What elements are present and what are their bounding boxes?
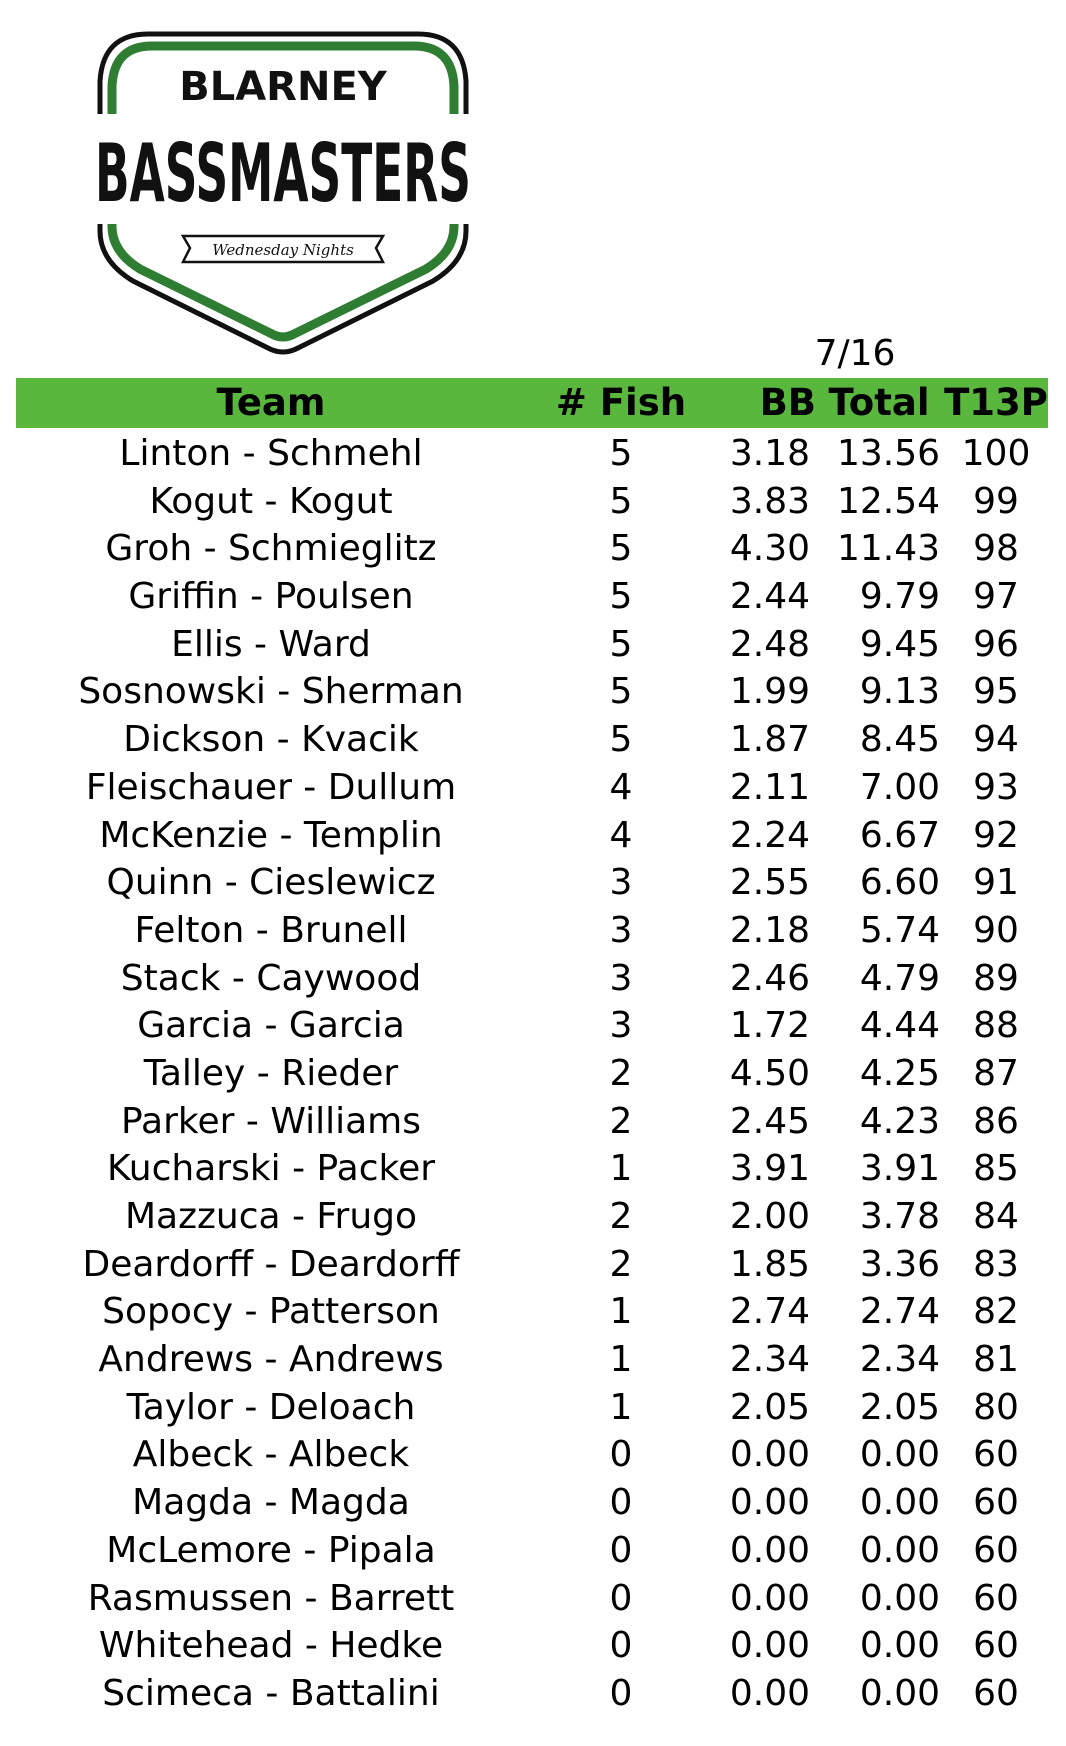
- bb-cell: 2.44: [729, 576, 810, 618]
- t13p-cell: 82: [973, 1291, 1019, 1333]
- fish-cell: 0: [609, 1529, 633, 1571]
- bb-cell: 2.34: [729, 1339, 810, 1381]
- table-row: [16, 859, 1048, 907]
- table-row: [16, 1145, 1048, 1193]
- t13p-cell: 98: [973, 528, 1019, 570]
- header-team: Team: [216, 381, 326, 424]
- table-row: [16, 1098, 1048, 1146]
- t13p-cell: 100: [961, 433, 1031, 474]
- fish-cell: 3: [609, 862, 633, 904]
- total-cell: 6.60: [859, 862, 940, 904]
- total-cell: 0.00: [859, 1529, 940, 1571]
- week-date: 7/16: [814, 333, 896, 374]
- bb-cell: 2.18: [729, 909, 810, 951]
- team-cell: Whitehead - Hedke: [98, 1625, 444, 1667]
- fish-cell: 3: [609, 957, 633, 999]
- table-header: [16, 378, 1048, 428]
- fish-cell: 5: [609, 433, 633, 474]
- total-cell: 4.44: [859, 1005, 940, 1047]
- bb-cell: 4.50: [729, 1052, 810, 1094]
- table-row: [16, 1622, 1048, 1670]
- team-cell: Groh - Schmieglitz: [105, 528, 437, 570]
- total-cell: 12.54: [836, 480, 940, 522]
- table-row: [16, 1002, 1048, 1050]
- fish-cell: 0: [609, 1672, 633, 1714]
- logo-line1: BLARNEY: [179, 64, 387, 110]
- team-cell: Griffin - Poulsen: [128, 576, 414, 618]
- fish-cell: 5: [609, 480, 633, 522]
- t13p-cell: 87: [973, 1052, 1019, 1094]
- team-cell: Kogut - Kogut: [149, 480, 393, 522]
- bb-cell: 0.00: [729, 1577, 810, 1619]
- team-cell: Scimeca - Battalini: [102, 1672, 440, 1714]
- blarney-bassmasters-logo: [88, 26, 478, 356]
- total-cell: 0.00: [859, 1434, 940, 1476]
- fish-cell: 0: [609, 1625, 633, 1667]
- total-cell: 5.74: [859, 909, 940, 951]
- bb-cell: 1.72: [729, 1005, 810, 1047]
- table-row: [16, 1193, 1048, 1241]
- bb-cell: 1.99: [729, 671, 810, 713]
- team-cell: Ellis - Ward: [171, 623, 371, 665]
- table-row: [16, 478, 1048, 526]
- table-row: [16, 1431, 1048, 1479]
- logo-line2: BASSMASTERS: [95, 127, 471, 220]
- total-cell: 11.43: [836, 528, 940, 570]
- table-row: [16, 573, 1048, 621]
- total-cell: 4.79: [859, 957, 940, 999]
- table-row: [16, 430, 1048, 478]
- t13p-cell: 96: [973, 623, 1019, 665]
- team-cell: Kucharski - Packer: [106, 1148, 436, 1190]
- total-cell: 9.79: [859, 576, 940, 618]
- table-row: [16, 716, 1048, 764]
- team-cell: Magda - Magda: [132, 1482, 410, 1524]
- table-row: [16, 1241, 1048, 1289]
- team-cell: Dickson - Kvacik: [123, 719, 419, 761]
- total-cell: 13.56: [836, 433, 940, 474]
- t13p-cell: 60: [973, 1482, 1019, 1524]
- fish-cell: 2: [609, 1100, 633, 1142]
- total-cell: 2.34: [859, 1339, 940, 1381]
- total-cell: 0.00: [859, 1672, 940, 1714]
- team-cell: Albeck - Albeck: [132, 1434, 410, 1476]
- fish-cell: 0: [609, 1577, 633, 1619]
- table-row: [16, 1527, 1048, 1575]
- bb-cell: 2.00: [729, 1196, 810, 1237]
- bb-cell: 2.55: [729, 862, 810, 904]
- bb-cell: 3.91: [729, 1148, 810, 1190]
- bb-cell: 1.87: [729, 719, 810, 761]
- total-cell: 4.25: [859, 1052, 940, 1094]
- team-cell: Quinn - Cieslewicz: [106, 862, 436, 904]
- bb-cell: 4.30: [729, 528, 810, 570]
- header-bb: BB: [759, 381, 816, 424]
- total-cell: 0.00: [859, 1625, 940, 1667]
- table-row: [16, 1479, 1048, 1527]
- total-cell: 0.00: [859, 1577, 940, 1619]
- bb-cell: 2.48: [729, 623, 810, 665]
- t13p-cell: 91: [973, 862, 1019, 904]
- fish-cell: 1: [609, 1148, 633, 1190]
- bb-cell: 0.00: [729, 1625, 810, 1667]
- header-t13p: T13P: [944, 381, 1048, 424]
- fish-cell: 1: [609, 1291, 633, 1333]
- fish-cell: 5: [609, 719, 633, 761]
- bb-cell: 2.45: [729, 1100, 810, 1142]
- table-row: [16, 621, 1048, 669]
- fish-cell: 5: [609, 623, 633, 665]
- team-cell: Linton - Schmehl: [119, 433, 423, 474]
- table-row: [16, 812, 1048, 860]
- total-cell: 3.91: [859, 1148, 940, 1190]
- team-cell: Deardorff - Deardorff: [82, 1243, 460, 1285]
- table-row: [16, 764, 1048, 812]
- team-cell: Sosnowski - Sherman: [78, 671, 464, 713]
- fish-cell: 0: [609, 1434, 633, 1476]
- t13p-cell: 93: [973, 766, 1019, 808]
- team-cell: Parker - Williams: [120, 1100, 422, 1142]
- logo-ribbon-text: Wednesday Nights: [212, 241, 354, 259]
- fish-cell: 2: [609, 1052, 633, 1094]
- table-row: [16, 955, 1048, 1003]
- bb-cell: 0.00: [729, 1529, 810, 1571]
- total-cell: 4.23: [859, 1100, 940, 1142]
- table-row: [16, 668, 1048, 716]
- table-row: [16, 1670, 1048, 1718]
- total-cell: 2.74: [859, 1291, 940, 1333]
- total-cell: 0.00: [859, 1482, 940, 1524]
- bb-cell: 0.00: [729, 1482, 810, 1524]
- t13p-cell: 88: [973, 1005, 1019, 1047]
- fish-cell: 0: [609, 1482, 633, 1524]
- total-cell: 8.45: [859, 719, 940, 761]
- t13p-cell: 60: [973, 1672, 1019, 1714]
- bb-cell: 3.18: [729, 433, 810, 474]
- team-cell: McLemore - Pipala: [106, 1529, 436, 1571]
- bb-cell: 2.74: [729, 1291, 810, 1333]
- total-cell: 9.13: [859, 671, 940, 713]
- team-cell: Talley - Rieder: [143, 1052, 399, 1094]
- bb-cell: 1.85: [729, 1243, 810, 1285]
- fish-cell: 3: [609, 1005, 633, 1047]
- fish-cell: 1: [609, 1339, 633, 1381]
- bb-cell: 2.46: [729, 957, 810, 999]
- fish-cell: 2: [609, 1196, 633, 1237]
- team-cell: Mazzuca - Frugo: [124, 1196, 418, 1237]
- bb-cell: 2.24: [729, 814, 810, 856]
- table-row: [16, 525, 1048, 573]
- team-cell: Stack - Caywood: [120, 957, 422, 999]
- team-cell: Fleischauer - Dullum: [85, 766, 457, 808]
- t13p-cell: 94: [973, 719, 1019, 761]
- team-cell: Taylor - Deloach: [126, 1386, 416, 1428]
- team-cell: Sopocy - Patterson: [102, 1291, 440, 1333]
- header-fish: # Fish: [555, 381, 687, 424]
- bb-cell: 0.00: [729, 1434, 810, 1476]
- t13p-cell: 60: [973, 1577, 1019, 1619]
- total-cell: 6.67: [859, 814, 940, 856]
- team-cell: Andrews - Andrews: [98, 1339, 444, 1381]
- fish-cell: 4: [609, 766, 633, 808]
- bb-cell: 2.11: [729, 766, 810, 808]
- total-cell: 2.05: [859, 1386, 940, 1428]
- team-cell: Rasmussen - Barrett: [87, 1577, 455, 1619]
- total-cell: 9.45: [859, 623, 940, 665]
- t13p-cell: 81: [973, 1339, 1019, 1381]
- header-total: Total: [828, 381, 930, 424]
- t13p-cell: 60: [973, 1529, 1019, 1571]
- t13p-cell: 97: [973, 576, 1019, 618]
- table-row: [16, 1050, 1048, 1098]
- team-cell: McKenzie - Templin: [99, 814, 443, 856]
- table-row: [16, 1384, 1048, 1432]
- table-row: [16, 1575, 1048, 1623]
- fish-cell: 1: [609, 1386, 633, 1428]
- fish-cell: 4: [609, 814, 633, 856]
- table-row: [16, 907, 1048, 955]
- t13p-cell: 95: [973, 671, 1019, 713]
- fish-cell: 3: [609, 909, 633, 951]
- table-row: [16, 1336, 1048, 1384]
- t13p-cell: 90: [973, 909, 1019, 951]
- bb-cell: 2.05: [729, 1386, 810, 1428]
- t13p-cell: 80: [973, 1386, 1019, 1428]
- t13p-cell: 60: [973, 1625, 1019, 1667]
- team-cell: Garcia - Garcia: [137, 1005, 405, 1047]
- t13p-cell: 83: [973, 1243, 1019, 1285]
- total-cell: 3.36: [859, 1243, 940, 1285]
- bb-cell: 3.83: [729, 480, 810, 522]
- fish-cell: 5: [609, 671, 633, 713]
- fish-cell: 2: [609, 1243, 633, 1285]
- t13p-cell: 92: [973, 814, 1019, 856]
- fish-cell: 5: [609, 576, 633, 618]
- table-row: [16, 1288, 1048, 1336]
- t13p-cell: 89: [973, 957, 1019, 999]
- t13p-cell: 86: [973, 1100, 1019, 1142]
- t13p-cell: 85: [973, 1148, 1019, 1190]
- total-cell: 7.00: [859, 766, 940, 808]
- bb-cell: 0.00: [729, 1672, 810, 1714]
- t13p-cell: 84: [973, 1196, 1019, 1237]
- standings-table: [16, 430, 1048, 1718]
- total-cell: 3.78: [859, 1196, 940, 1237]
- team-cell: Felton - Brunell: [134, 909, 408, 951]
- t13p-cell: 60: [973, 1434, 1019, 1476]
- t13p-cell: 99: [973, 480, 1019, 522]
- fish-cell: 5: [609, 528, 633, 570]
